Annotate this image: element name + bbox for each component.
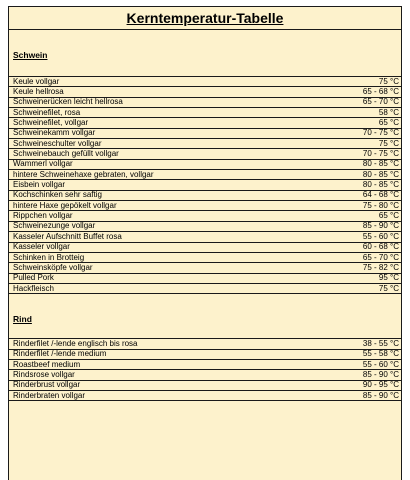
core-temperature: 58 °C	[378, 107, 399, 117]
table-row	[9, 180, 401, 190]
core-temperature: 75 °C	[378, 138, 399, 148]
table-row	[9, 391, 401, 401]
table-row	[9, 350, 401, 360]
cut-name: Schweineschulter vollgar	[13, 138, 102, 148]
table-row	[9, 243, 401, 253]
core-temperature: 75 °C	[378, 283, 399, 293]
table-row	[9, 170, 401, 180]
cut-name: Eisbein vollgar	[13, 180, 66, 190]
core-temperature: 65 °C	[378, 211, 399, 221]
cut-name: hintere Schweinehaxe gebraten, vollgar	[13, 169, 154, 179]
core-temperature: 55 - 58 °C	[362, 349, 399, 359]
table-row	[9, 263, 401, 273]
core-temperature: 70 - 75 °C	[362, 128, 399, 138]
core-temperature: 80 - 85 °C	[362, 180, 399, 190]
cut-name: Schweinebauch gefüllt vollgar	[13, 149, 119, 159]
table-row	[9, 274, 401, 284]
cut-name: Roastbeef medium	[13, 359, 81, 369]
table-row	[9, 129, 401, 139]
core-temperature: 75 °C	[378, 76, 399, 86]
cut-name: Keule hellrosa	[13, 87, 64, 97]
core-temperature: 65 - 70 °C	[362, 97, 399, 107]
core-temperature: 38 - 55 °C	[362, 338, 399, 348]
core-temperature: 85 - 90 °C	[362, 390, 399, 400]
cut-name: Wammerl vollgar	[13, 159, 73, 169]
core-temperature: 95 °C	[378, 273, 399, 283]
table-row	[9, 360, 401, 370]
cut-name: Keule vollgar	[13, 76, 60, 86]
temperature-table	[8, 6, 402, 480]
cut-name: Schweinerücken leicht hellrosa	[13, 97, 123, 107]
cut-name: Schweinsköpfe vollgar	[13, 262, 93, 272]
core-temperature: 65 - 68 °C	[362, 87, 399, 97]
table-row	[9, 370, 401, 380]
core-temperature: 55 - 60 °C	[362, 359, 399, 369]
table-row	[9, 253, 401, 263]
core-temperature: 65 - 70 °C	[362, 252, 399, 262]
core-temperature: 85 - 90 °C	[362, 221, 399, 231]
section-heading-schwein: Schwein	[13, 50, 48, 60]
cut-name: Rinderfilet /-lende englisch bis rosa	[13, 338, 138, 348]
section-rows-rind	[9, 338, 401, 401]
table-row	[9, 191, 401, 201]
table-row	[9, 139, 401, 149]
table-row	[9, 160, 401, 170]
cut-name: Pulled Pork	[13, 273, 54, 283]
cut-name: Rinderbrust vollgar	[13, 380, 81, 390]
cut-name: Schweinekamm vollgar	[13, 128, 96, 138]
cut-name: hintere Haxe gepökelt vollgar	[13, 200, 117, 210]
table-row	[9, 77, 401, 87]
table-row	[9, 222, 401, 232]
core-temperature: 75 - 80 °C	[362, 200, 399, 210]
table-row	[9, 211, 401, 221]
cut-name: Rinderbraten vollgar	[13, 390, 86, 400]
table-row	[9, 98, 401, 108]
cut-name: Schweinefilet, rosa	[13, 107, 81, 117]
table-row	[9, 381, 401, 391]
table-row	[9, 232, 401, 242]
cut-name: Rippchen vollgar	[13, 211, 73, 221]
core-temperature: 80 - 85 °C	[362, 159, 399, 169]
section-rows-schwein	[9, 76, 401, 294]
table-row	[9, 284, 401, 294]
cut-name: Rinderfilet /-lende medium	[13, 349, 107, 359]
cut-name: Kochschinken sehr saftig	[13, 190, 102, 200]
cut-name: Hackfleisch	[13, 283, 54, 293]
section-heading-rind: Rind	[13, 314, 32, 325]
cut-name: Kasseler Aufschnitt Buffet rosa	[13, 231, 122, 241]
table-row	[9, 149, 401, 159]
table-row	[9, 118, 401, 128]
table-row	[9, 108, 401, 118]
table-row	[9, 87, 401, 97]
core-temperature: 60 - 68 °C	[362, 242, 399, 252]
cut-name: Schweinefilet, vollgar	[13, 118, 89, 128]
core-temperature: 75 - 82 °C	[362, 262, 399, 272]
core-temperature: 70 - 75 °C	[362, 149, 399, 159]
cut-name: Schinken in Brotteig	[13, 252, 85, 262]
page-title: Kerntemperatur-Tabelle	[9, 7, 401, 30]
core-temperature: 85 - 90 °C	[362, 369, 399, 379]
cut-name: Rindsrose vollgar	[13, 369, 75, 379]
core-temperature: 65 °C	[378, 118, 399, 128]
core-temperature: 64 - 68 °C	[362, 190, 399, 200]
cut-name: Schweinezunge vollgar	[13, 221, 96, 231]
core-temperature: 80 - 85 °C	[362, 169, 399, 179]
cut-name: Kasseler vollgar	[13, 242, 70, 252]
core-temperature: 90 - 95 °C	[362, 380, 399, 390]
core-temperature: 55 - 60 °C	[362, 231, 399, 241]
table-row	[9, 201, 401, 211]
table-row	[9, 339, 401, 349]
